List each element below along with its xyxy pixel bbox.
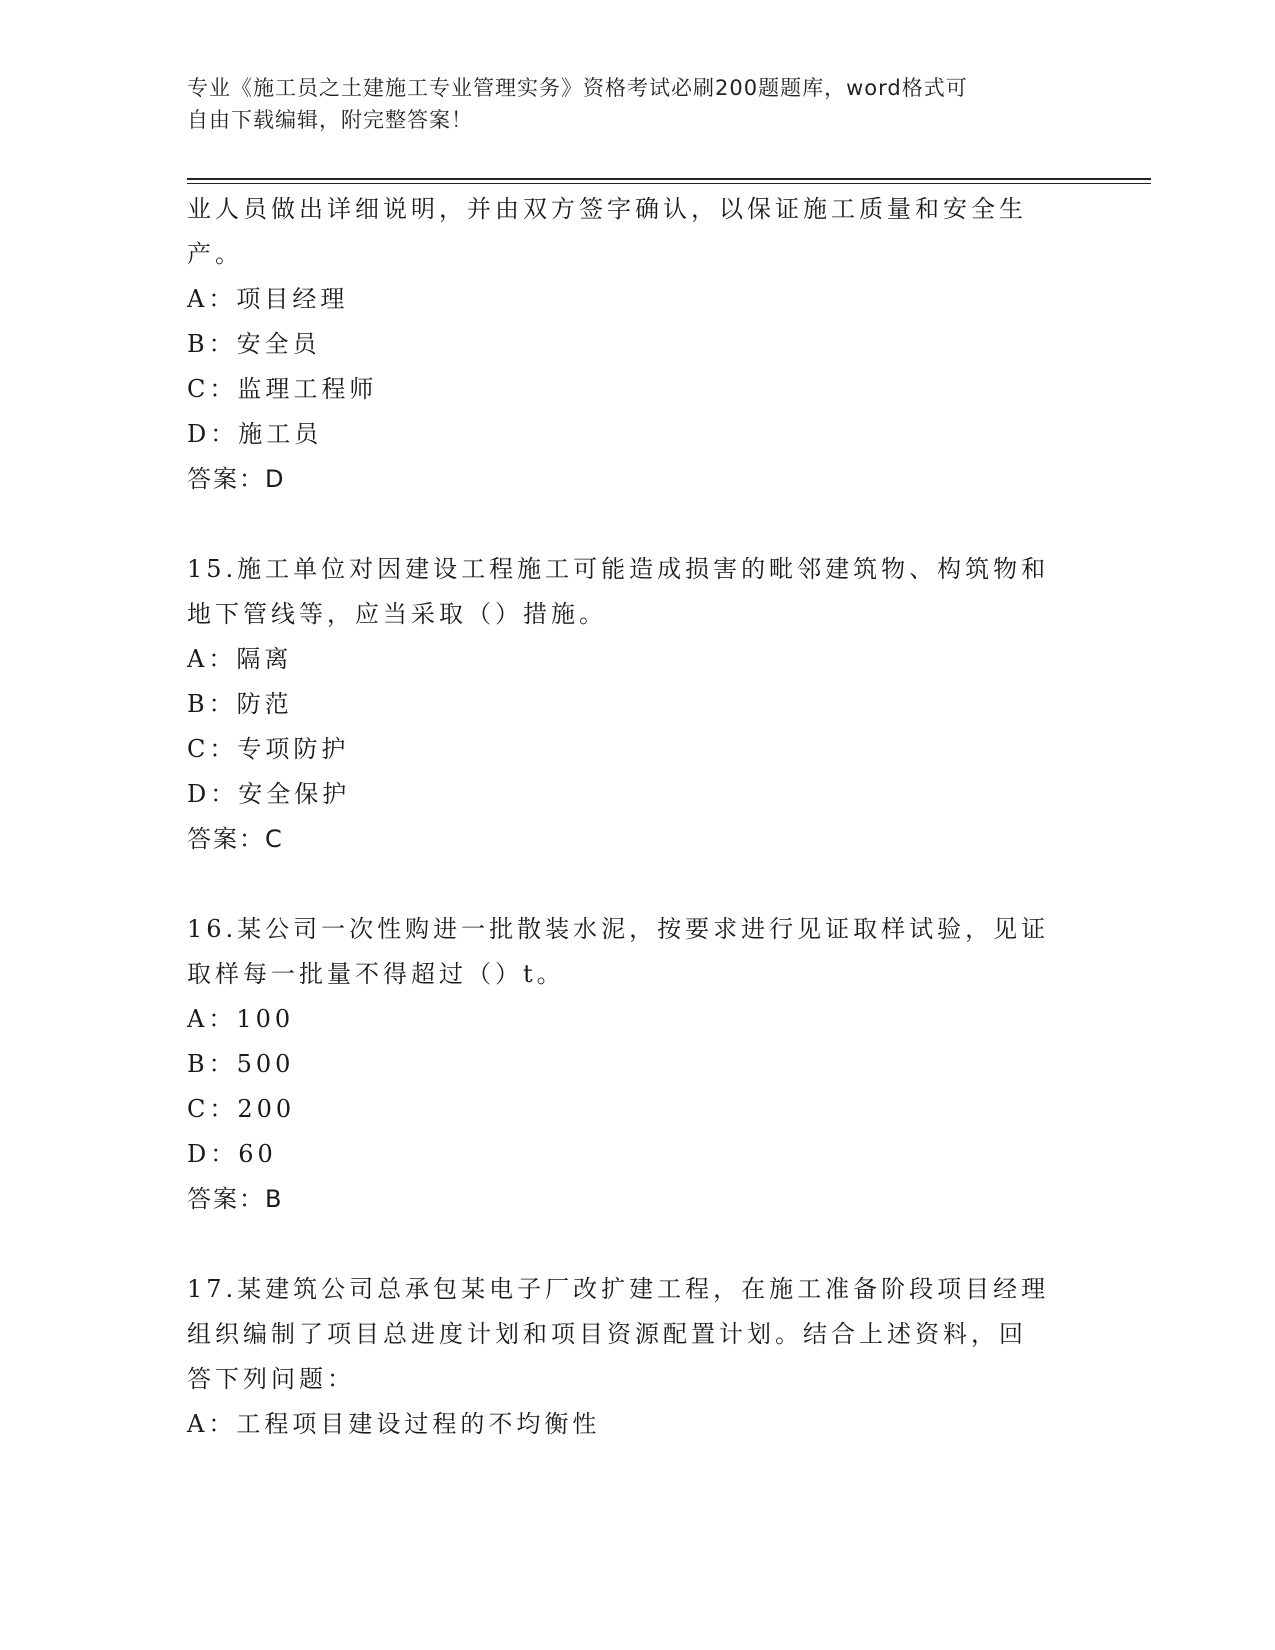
option-d: D：施工员 bbox=[187, 420, 323, 448]
option-d: D：60 bbox=[187, 1140, 277, 1168]
option-a: A：100 bbox=[187, 1005, 295, 1033]
answer-line: 答案：C bbox=[187, 825, 284, 853]
option-a: A：项目经理 bbox=[187, 285, 349, 313]
option-a: A：隔离 bbox=[187, 645, 293, 673]
document-header bbox=[187, 72, 1067, 136]
option-a: A：工程项目建设过程的不均衡性 bbox=[187, 1410, 601, 1438]
question-text-line: 15.施工单位对因建设工程施工可能造成损害的毗邻建筑物、构筑物和 bbox=[187, 555, 1050, 583]
option-d: D：安全保护 bbox=[187, 780, 351, 808]
option-b: B：500 bbox=[187, 1050, 295, 1078]
option-c: C：监理工程师 bbox=[187, 375, 378, 403]
option-c: C：专项防护 bbox=[187, 735, 350, 763]
option-b: B：安全员 bbox=[187, 330, 321, 358]
question-text-line: 取样每一批量不得超过（）t。 bbox=[187, 960, 565, 988]
question-text-line: 产。 bbox=[187, 240, 243, 268]
option-b: B：防范 bbox=[187, 690, 293, 718]
question-14-continued bbox=[187, 187, 1087, 502]
question-text-line: 组织编制了项目总进度计划和项目资源配置计划。结合上述资料，回 bbox=[187, 1320, 1027, 1348]
answer-line: 答案：B bbox=[187, 1185, 284, 1213]
question-16 bbox=[187, 907, 1087, 1222]
question-text-line: 答下列问题： bbox=[187, 1365, 355, 1393]
header-rule-thin bbox=[187, 183, 1151, 184]
document-body bbox=[187, 187, 1087, 1447]
header-title-line-1: 专业《施工员之土建施工专业管理实务》资格考试必刷200题题库，word格式可 bbox=[187, 76, 968, 100]
header-title-line-2: 自由下载编辑，附完整答案！ bbox=[187, 108, 473, 132]
question-17 bbox=[187, 1267, 1087, 1447]
option-c: C：200 bbox=[187, 1095, 296, 1123]
question-15 bbox=[187, 547, 1087, 862]
question-text-line: 17.某建筑公司总承包某电子厂改扩建工程，在施工准备阶段项目经理 bbox=[187, 1275, 1050, 1303]
question-text-line: 业人员做出详细说明，并由双方签字确认，以保证施工质量和安全生 bbox=[187, 195, 1027, 223]
question-text-line: 地下管线等，应当采取（）措施。 bbox=[187, 600, 607, 628]
header-rule-thick bbox=[187, 178, 1151, 180]
question-text-line: 16.某公司一次性购进一批散装水泥，按要求进行见证取样试验，见证 bbox=[187, 915, 1050, 943]
answer-line: 答案：D bbox=[187, 465, 286, 493]
